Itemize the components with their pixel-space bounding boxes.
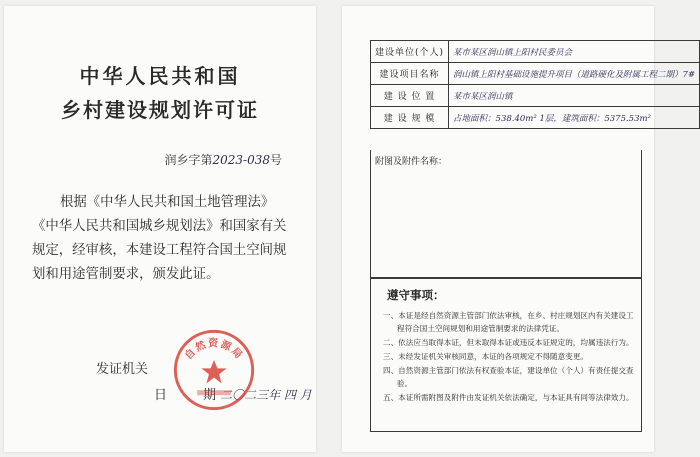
date-value: 二〇二三年 四 月: [220, 388, 312, 402]
notes-list: [383, 309, 637, 405]
list-item: 三、未经发证机关审核同意，本证的各项规定不得随意变更。: [383, 352, 589, 361]
list-item: 二、依法应当取得本证，但未取得本证或违反本证规定的，均属违法行为。: [383, 338, 634, 347]
row-label: 建 设 规 模: [371, 107, 449, 129]
row-label: 建设项目名称: [371, 63, 449, 85]
row-value: 润山镇上阳村基础设施提升项目（道路硬化及附属工程二期）7#: [449, 63, 700, 85]
date-label-1: 日: [154, 388, 168, 403]
certificate-body: [32, 191, 294, 287]
official-seal-icon: [172, 328, 256, 412]
date-label-2: 期: [203, 388, 217, 403]
table-row: [371, 85, 700, 107]
row-value: 某市某区润山镇上阳村民委员会: [449, 41, 700, 63]
certificate-number-prefix: 润乡字第: [164, 153, 213, 167]
list-item: 一、本证是经自然资源主管部门依法审核，在乡、村庄规划区内有关建设工程符合国土空间规划和用途管制要求的法律凭证。: [383, 311, 634, 333]
certificate-number-suffix: 号: [269, 153, 282, 167]
attachment-section: [370, 150, 642, 278]
row-label: 建 设 位 置: [371, 85, 449, 107]
issuer-label: 发证机关: [96, 362, 149, 377]
certificate-title-country: 中华人民共和国: [79, 64, 241, 88]
certificate-front-page: [4, 6, 316, 452]
certificate-body-text: 根据《中华人民共和国土地管理法》《中华人民共和国城乡规划法》和国家有关规定，经审核，本建设工程符合国土空间规划和用途管制要求，颁发此证。: [32, 195, 287, 282]
list-item: 四、自然资源主管部门依法有权查验本证，建设单位（个人）有责任提交查验。: [383, 366, 634, 388]
row-value: 占地面积：538.40m² 1层，建筑面积：5375.53m²: [449, 107, 700, 129]
table-row: [371, 63, 700, 85]
certificate-number: [164, 151, 282, 168]
attachment-label: 附图及附件名称：: [375, 157, 448, 167]
certificate-detail-page: [342, 6, 696, 452]
table-row: [371, 41, 700, 63]
table-row: [371, 107, 700, 129]
seal-text: 自然资源局: [183, 338, 245, 363]
certificate-title: 乡村建设规划许可证: [61, 98, 259, 122]
notes-section: [370, 278, 642, 432]
certificate-number-value: 2023-038: [212, 153, 270, 167]
row-label: 建设单位(个人): [371, 41, 449, 63]
project-info-table: [370, 40, 700, 129]
row-value: 某市某区润山镇: [449, 85, 700, 107]
notes-title: 遵守事项：: [387, 288, 445, 302]
list-item: 五、本证所需附图及附件由发证机关依法确定，与本证具有同等法律效力。: [383, 393, 634, 402]
